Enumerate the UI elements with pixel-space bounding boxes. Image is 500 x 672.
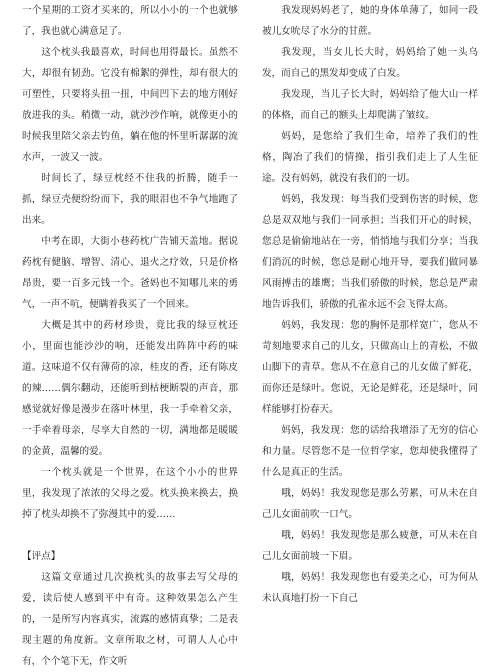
paragraph: 我发现妈妈老了，她的身体单薄了，如同一段被儿女吮尽了水分的甘蔗。 [262,5,478,37]
left-column [22,0,238,672]
paragraph: 一个星期的工资才买来的，所以小小的一个也就够了，我也就心满意足了。 [22,5,238,37]
paragraph: 妈妈，是您给了我们生命，培养了我们的性格，陶冶了我们的情操，指引我们走上了人生征途。没有妈妈，就没有我们的一切。 [262,131,478,184]
paragraph: 妈妈，我发现：您的话给我增添了无穷的信心和力量。尽管您不是一位哲学家，您却使我懂得了什么是真正的生活。 [262,425,478,478]
paragraph: 时间长了，绿豆枕经不住我的折腾，随手一抓，绿豆壳便纷纷而下，我的眼泪也不争气地跑了出来。 [22,173,238,226]
paragraph: 一个枕头就是一个世界，在这个小小的世界里，我发现了浓浓的父母之爱。枕头换来换去，换掉了枕头却换不了弥漫其中的爱…… [22,467,238,520]
paragraph: 妈妈，我发现：您的胸怀是那样宽广，您从不苛刻地要求自己的儿女，只做高山上的青松，不做山脚下的青草。您从不在意自己的儿女做了鲜花，而你还是绿叶。您说，无论是鲜花，还是绿叶，同样能够打扮春天。 [262,320,478,415]
paragraph: 我发现，当女儿长大时，妈妈给了她一头乌发，而自己的黑发却变成了白发。 [262,47,478,79]
paragraph: 这个枕头我最喜欢，时间也用得最长。虽然不大，却很有韧劲。它没有棉絮的弹性，却有很大的可塑性，只要将头扭一扭，中间凹下去的地方刚好放进我的头。稍微一动，就沙沙作响，就像更小的时候我里陪父亲去钓鱼，躺在他的怀里听潺潺的流水声，一波又一波。 [22,47,238,163]
paragraph: 妈妈，我发现：每当我们受到伤害的时候，您总是双双地与我们一同承担；当我们开心的时候，您总是偷偷地站在一旁，悄悄地与我们分享；当我们消沉的时候，您总是耐心地开导，要我们做同暴风雨搏击的雄鹰；当我们骄傲的时候，您总是严肃地告诉我们，骄傲的孔雀永远不会飞得太高。 [262,194,478,310]
right-column [262,0,478,609]
comment-heading: 【评点】 [22,551,61,562]
paragraph: 这篇文章通过几次换枕头的故事去写父母的爱，读后使人感到平中有奇。这种效果怎么产生的，一是所写内容真实，流露的感情真挚；二是表现主题的角度新。文章所取之材，可谓人人心中有，个个笔下无，作文听 [22,572,238,667]
spacer [22,525,238,546]
paragraph: 哦，妈妈！我发现您是那么疲惫，可从未在自己儿女面前坡一下眉。 [262,530,478,562]
paragraph: 大概是其中的药材珍贵，竟比我的绿豆枕还小，里面也能沙沙的响，还能发出阵阵中药的味道。这味道不仅有薄荷的凉，桂皮的香，还有陈皮的辣……偶尔翻动，还能听到枯梗断裂的声音，那感觉就好像是漫步在落叶林里，我一手牵着父亲，一手牵着母亲，尽享大自然的一切，满地都是暖暖的金黄，温馨的爱。 [22,320,238,457]
paragraph: 哦，妈妈！我发现您是那么劳累，可从未在自己儿女面前吹一口气。 [262,488,478,520]
paragraph: 我发现，当儿子长大时，妈妈给了他大山一样的体格，而自己的额头上却爬满了皱纹。 [262,89,478,121]
paragraph: 哦，妈妈！我发现您也有爱美之心，可为何从未认真地打扮一下自己 [262,572,478,604]
paragraph: 中考在即，大街小巷药枕广告铺天盖地。据说药枕有健脑、增智、清心、退火之疗效，只是价格昂贵，要一百多元钱一个。爸妈也不知哪儿来的勇气，一声不吭，便瞒着我买了一个回来。 [22,236,238,310]
